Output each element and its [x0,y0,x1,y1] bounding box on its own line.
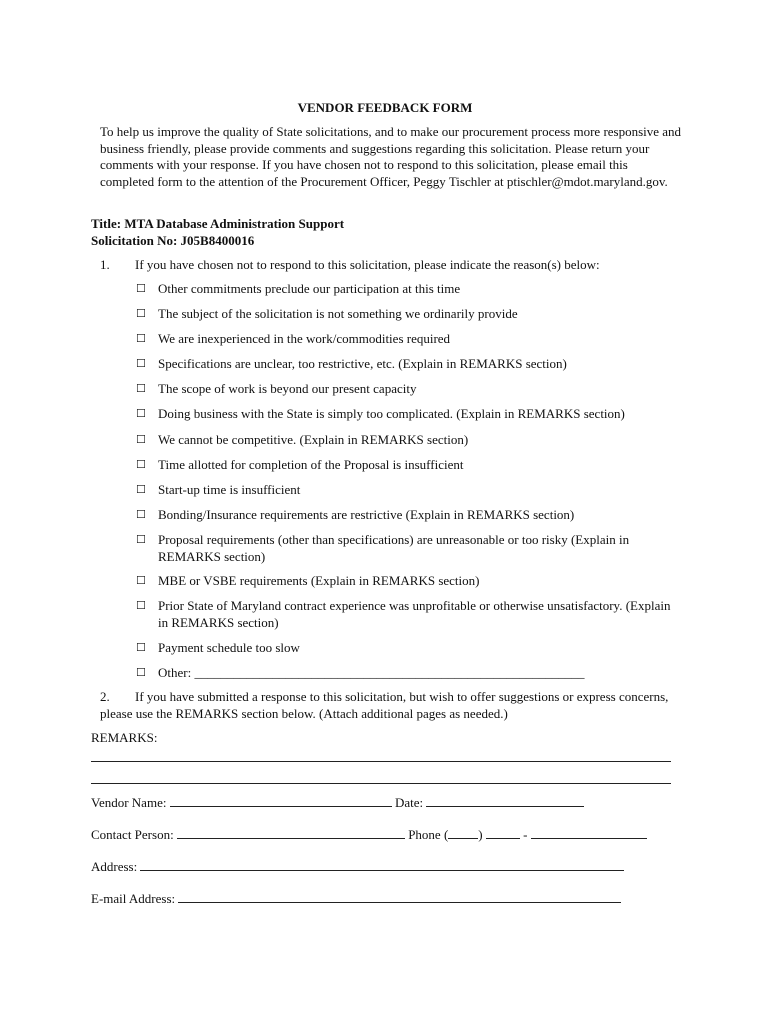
option-label: We cannot be competitive. (Explain in REMARKS section) [158,432,469,447]
email-row [91,890,621,907]
form-title: VENDOR FEEDBACK FORM [297,100,473,115]
option-label: Time allotted for completion of the Proposal is insufficient [158,457,464,472]
option-item[interactable] [136,507,676,524]
phone-prefix-field[interactable] [486,826,520,839]
option-item[interactable] [136,306,676,323]
remarks-line[interactable] [91,783,671,784]
option-item[interactable] [136,598,676,631]
checkbox-icon[interactable]: ☐ [136,599,146,612]
email-field[interactable] [178,890,621,903]
vendor-name-label: Vendor Name: [91,795,167,810]
checkbox-icon[interactable]: ☐ [136,382,146,395]
checkbox-icon[interactable]: ☐ [136,332,146,345]
remarks-line[interactable] [91,761,671,762]
question-2-number: 2. [100,689,110,704]
address-row [91,858,624,875]
option-item[interactable] [136,331,676,348]
option-item[interactable] [136,432,676,449]
date-label: Date: [394,795,424,810]
phone-line-field[interactable] [531,826,647,839]
contact-person-label: Contact Person: [91,827,174,842]
checkbox-icon[interactable]: ☐ [136,508,146,521]
checkbox-icon[interactable]: ☐ [136,458,146,471]
option-item[interactable] [136,482,676,499]
date-field[interactable] [426,794,584,807]
contact-person-row [91,826,647,843]
vendor-name-row [91,794,584,811]
checkbox-icon[interactable]: ☐ [136,407,146,420]
option-label: Bonding/Insurance requirements are restrictive (Explain in REMARKS section) [158,507,575,522]
option-item[interactable] [136,381,676,398]
option-item[interactable] [136,406,676,423]
option-label: Start-up time is insufficient [158,482,301,497]
intro-paragraph: To help us improve the quality of State solicitations, and to make our procurement process more responsive and business friendly, please provide comments and suggestions regarding this solicitation. Please return your comments with your response. If you have chosen not to respond to this solicitation, please email this completed form to the attention of the Procurement Officer, Peggy Tischler at ptischler@mdot.maryland.gov. [100,124,682,189]
option-item[interactable] [136,640,676,657]
address-field[interactable] [140,858,624,871]
phone-label: Phone ( [408,827,449,842]
checkbox-icon[interactable]: ☐ [136,307,146,320]
solicitation-title: Title: MTA Database Administration Support [91,216,345,231]
option-label: We are inexperienced in the work/commodities required [158,331,451,346]
phone-area-code-field[interactable] [448,826,478,839]
question-2-text: If you have submitted a response to this solicitation, but wish to offer suggestions or express concerns, please use the REMARKS section below. (Attach additional pages as needed.) [100,689,669,721]
option-label: Specifications are unclear, too restrictive, etc. (Explain in REMARKS section) [158,356,567,371]
checkbox-icon[interactable]: ☐ [136,483,146,496]
phone-dash: - [523,827,528,842]
option-label: MBE or VSBE requirements (Explain in REMARKS section) [158,573,480,588]
checkbox-icon[interactable]: ☐ [136,433,146,446]
question-1 [100,257,675,274]
question-1-text: If you have chosen not to respond to this solicitation, please indicate the reason(s) below: [135,257,600,272]
option-label: The subject of the solicitation is not something we ordinarily provide [158,306,518,321]
phone-paren-close: ) [478,827,483,842]
option-item[interactable] [136,356,676,373]
checkbox-icon[interactable]: ☐ [136,666,146,679]
option-label: The scope of work is beyond our present capacity [158,381,417,396]
option-label: Other: ____________________________________________________________ [158,665,585,680]
checkbox-icon[interactable]: ☐ [136,641,146,654]
checkbox-icon[interactable]: ☐ [136,533,146,546]
question-1-number: 1. [100,257,110,272]
email-label: E-mail Address: [91,891,176,906]
contact-person-field[interactable] [177,826,405,839]
option-label: Doing business with the State is simply too complicated. (Explain in REMARKS section) [158,406,625,421]
solicitation-number: Solicitation No: J05B8400016 [91,233,255,248]
option-label: Proposal requirements (other than specifications) are unreasonable or too risky (Explain in REMARKS section) [158,532,630,564]
address-label: Address: [91,859,138,874]
remarks-label: REMARKS: [91,730,158,745]
vendor-name-field[interactable] [170,794,392,807]
option-label: Payment schedule too slow [158,640,300,655]
option-item[interactable] [136,281,676,298]
option-label: Prior State of Maryland contract experience was unprofitable or otherwise unsatisfactory. (Explain in REMARKS section) [158,598,671,630]
checkbox-icon[interactable]: ☐ [136,574,146,587]
option-item[interactable] [136,457,676,474]
checkbox-icon[interactable]: ☐ [136,357,146,370]
question-2 [100,689,675,722]
option-item[interactable] [136,532,676,565]
option-item-other[interactable] [136,665,676,682]
checkbox-icon[interactable]: ☐ [136,282,146,295]
option-item[interactable] [136,573,676,590]
option-label: Other commitments preclude our participation at this time [158,281,461,296]
